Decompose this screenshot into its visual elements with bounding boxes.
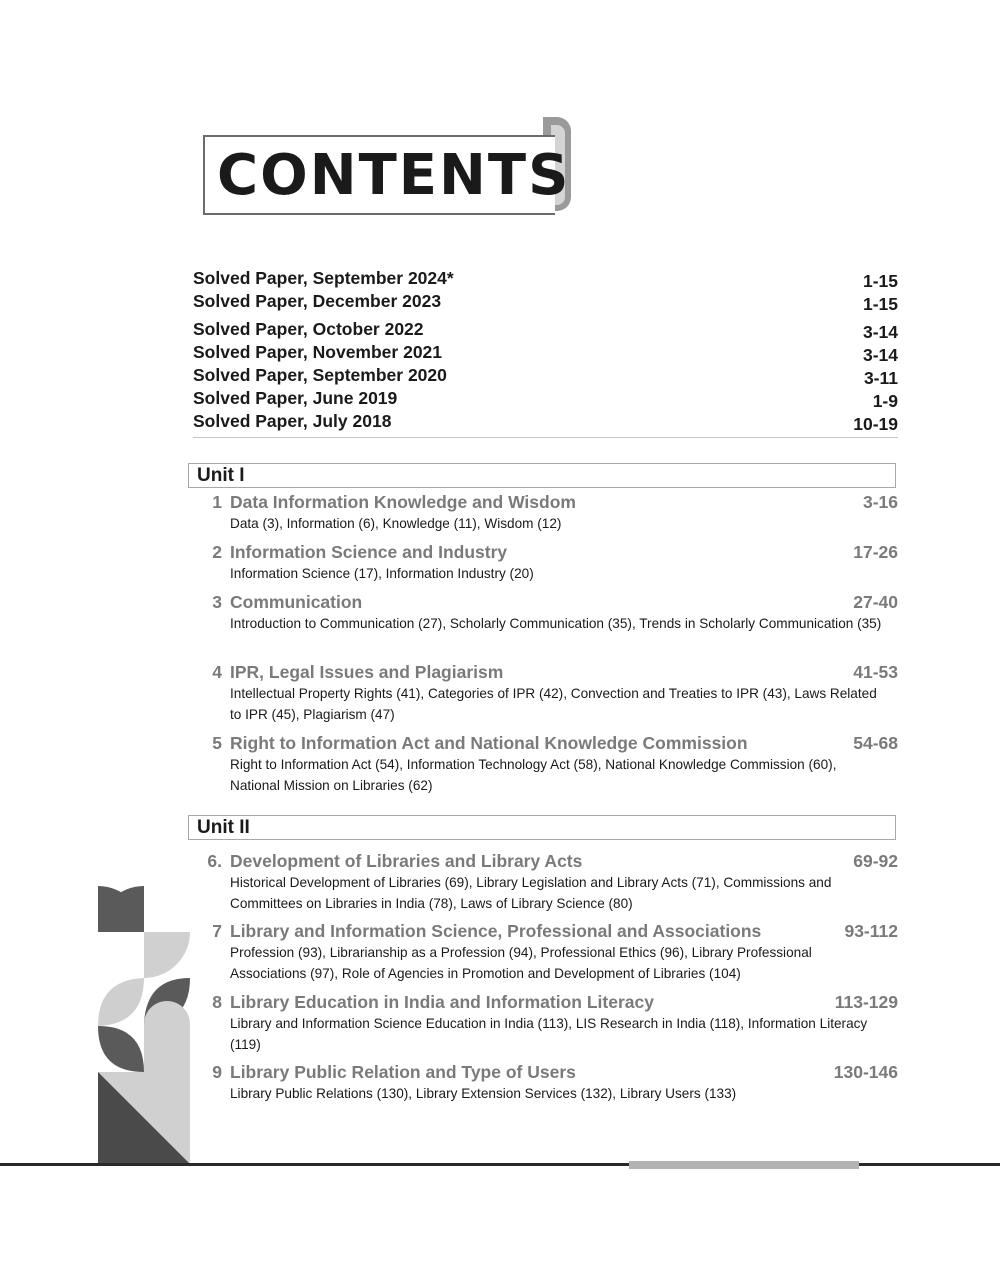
paper-pages: 1-15 [862,294,898,314]
paper-pages: 3-14 [862,345,898,365]
chapter-pages: 54-68 [853,733,898,753]
chapter-topics: Data (3), Information (6), Knowledge (11), Wisdom (12) [230,516,562,531]
chapter-title: Communication [230,592,363,612]
page-title: CONTENTS [217,143,571,208]
chapter-title: Information Science and Industry [230,542,508,562]
chapter-topics: Right to Information Act (54), Information Technology Act (58), National Knowledge Commission (60), National Mission on Libraries (62) [230,757,837,793]
paper-label: Solved Paper, October 2022 [193,319,424,339]
paper-row[interactable] [193,318,898,341]
chapter-title: Library Public Relation and Type of Users [230,1062,576,1082]
chapter-pages: 41-53 [853,662,898,682]
chapter-item[interactable] [200,590,898,635]
deco-column-light [144,1024,190,1072]
chapter-title: Library and Information Science, Professional and Associations [230,921,762,941]
paper-row[interactable] [193,341,898,364]
paper-label: Solved Paper, June 2019 [193,388,398,408]
divider [193,437,898,438]
chapter-topics: Intellectual Property Rights (41), Categories of IPR (42), Convection and Treaties to IPR (43), Laws Related to IPR (45), Plagiarism (47) [230,686,877,722]
chapter-number: 1 [212,492,222,512]
chapter-title: IPR, Legal Issues and Plagiarism [230,662,504,682]
deco-leaf-light [98,978,144,1026]
chapter-title: Data Information Knowledge and Wisdom [230,492,576,512]
chapter-pages: 69-92 [853,851,898,871]
chapter-item[interactable] [200,1060,898,1105]
chapter-pages: 3-16 [862,492,898,512]
decorative-shapes [0,0,200,1170]
paper-row[interactable] [193,387,898,410]
unit-header-2: Unit II [188,815,896,840]
chapter-item[interactable] [200,990,898,1055]
chapter-pages: 130-146 [833,1062,898,1082]
chapter-item[interactable] [200,540,898,585]
chapter-pages: 113-129 [834,992,898,1012]
paper-label: Solved Paper, September 2020 [193,365,447,385]
chapter-number: 9 [212,1062,222,1082]
chapter-number: 2 [212,542,222,562]
contents-banner [203,117,573,223]
chapter-topics: Library and Information Science Education in India (113), LIS Research in India (118), Information Literacy (119) [230,1016,868,1052]
paper-row[interactable] [193,364,898,387]
chapter-topics: Introduction to Communication (27), Scholarly Communication (35), Trends in Scholarly Communication (35) [230,616,882,631]
paper-row[interactable] [193,290,898,313]
chapter-number: 5 [212,733,222,753]
unit-header-1: Unit I [188,463,896,488]
deco-leaf-dark-2 [98,1026,144,1072]
paper-label: Solved Paper, November 2021 [193,342,443,362]
chapter-number: 3 [212,592,222,612]
chapter-number: 8 [212,992,222,1012]
chapter-topics: Historical Development of Libraries (69), Library Legislation and Library Acts (71), Commissions and Committees on Libraries in India (78), Laws of Library Science (80) [230,875,832,911]
chapter-number: 7 [212,921,222,941]
paper-label: Solved Paper, December 2023 [193,291,442,311]
chapter-pages: 17-26 [853,542,898,562]
paper-pages: 10-19 [853,414,898,434]
chapter-title: Right to Information Act and National Knowledge Commission [230,733,748,753]
paper-row[interactable] [193,410,898,433]
chapter-title: Development of Libraries and Library Acts [230,851,583,871]
chapter-topics: Profession (93), Librarianship as a Profession (94), Professional Ethics (96), Library Professional Associations (97), Role of Agencies in Promotion and Development of Libraries (104) [230,945,812,981]
chapter-topics: Library Public Relations (130), Library Extension Services (132), Library Users (133) [230,1086,737,1101]
chapter-number: 4 [212,662,222,682]
paper-pages: 1-9 [872,391,898,411]
chapter-topics: Information Science (17), Information Industry (20) [230,566,534,581]
chapter-item[interactable] [200,849,898,914]
paper-label: Solved Paper, September 2024* [193,268,454,288]
chapter-item[interactable] [200,731,898,796]
paper-pages: 1-15 [862,271,898,291]
paper-label: Solved Paper, July 2018 [193,411,392,431]
chapter-item[interactable] [200,660,898,725]
footer-bar [629,1161,859,1169]
paper-row[interactable] [193,267,898,290]
chapter-item[interactable] [200,919,898,984]
paper-pages: 3-14 [862,322,898,342]
chapter-number: 6. [207,851,222,871]
chapter-title: Library Education in India and Information Literacy [230,992,654,1012]
solved-papers-list [193,267,898,433]
deco-quarter-light [144,932,190,978]
chapter-pages: 27-40 [853,592,898,612]
chapter-pages: 93-112 [844,921,898,941]
chapter-item[interactable] [200,490,898,535]
paper-pages: 3-11 [863,368,898,388]
